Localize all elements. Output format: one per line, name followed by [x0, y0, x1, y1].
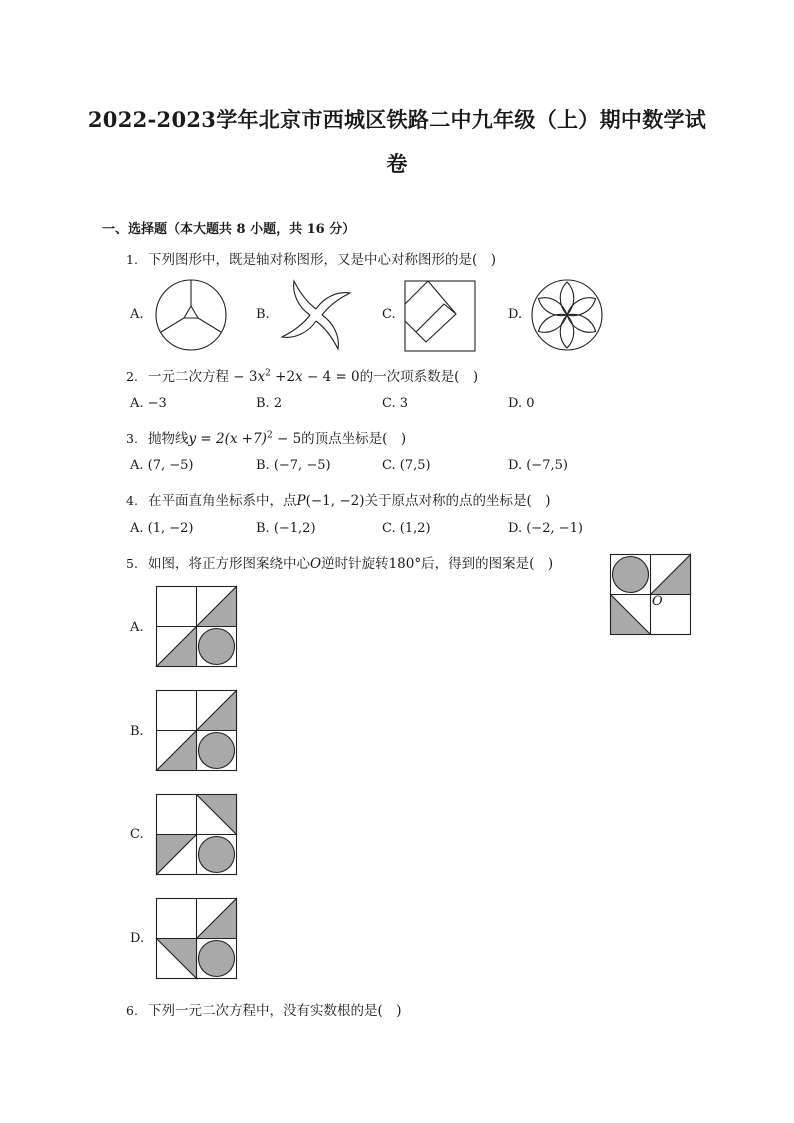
figure-circle-triangle — [154, 278, 228, 352]
question-number: 1. — [126, 252, 138, 267]
question-6 — [126, 999, 402, 1019]
option-c: C. 3 — [382, 396, 409, 411]
question-number: 3. — [126, 431, 138, 446]
option-d: D. (−7,5) — [508, 458, 568, 473]
figure-nested-squares — [404, 280, 476, 352]
question-text: 一元二次方程 − 3 — [148, 369, 258, 385]
question-number: 4. — [126, 493, 138, 508]
question-3 — [126, 427, 406, 447]
question-text: 逆时针旋转180°后，得到的图案是( ) — [321, 556, 554, 572]
question-number: 6. — [126, 1003, 138, 1018]
option-b: B. (−1,2) — [256, 521, 316, 536]
option-c: C. (1,2) — [382, 521, 431, 536]
option-label-c: C. — [382, 307, 396, 322]
figure-option-a — [156, 586, 238, 668]
option-a: A. (7, −5) — [130, 458, 194, 473]
section-header: 一、选择题（本大题共 8 小题，共 16 分） — [102, 222, 356, 237]
center-label: O — [652, 594, 663, 609]
figure-option-d — [156, 898, 238, 980]
math-point: O — [310, 556, 322, 572]
question-text: 抛物线 — [148, 431, 189, 447]
question-number: 2. — [126, 369, 138, 384]
question-text: 下列图形中，既是轴对称图形，又是中心对称图形的是( ) — [148, 252, 497, 268]
question-text: 下列一元二次方程中，没有实数根的是( ) — [148, 1003, 402, 1019]
option-d: D. (−2, −1) — [508, 521, 583, 536]
figure-option-b — [156, 690, 238, 772]
page-title-continued: 卷 — [386, 151, 408, 176]
question-number: 5. — [126, 556, 138, 571]
figure-reference-square — [610, 554, 692, 636]
option-label-d: D. — [508, 307, 523, 322]
question-4 — [126, 489, 551, 509]
option-c: C. (7,5) — [382, 458, 431, 473]
option-d: D. 0 — [508, 396, 535, 411]
math-variable: x — [257, 369, 266, 385]
math-exponent: 2 — [266, 430, 273, 441]
option-b: B. 2 — [256, 396, 283, 411]
option-label-c: C. — [130, 827, 144, 842]
math-variable: x — [295, 369, 303, 385]
math-expression: y = 2(x +7) — [188, 431, 267, 447]
question-text: − 5的顶点坐标是( ) — [272, 431, 407, 447]
question-text: (−1, −2)关于原点对称的点的坐标是( ) — [305, 493, 551, 509]
figure-option-c — [156, 794, 238, 876]
page-title: 2022-2023学年北京市西城区铁路二中九年级（上）期中数学试 — [87, 107, 707, 132]
option-label-a: A. — [130, 620, 144, 635]
question-text: 在平面直角坐标系中，点 — [148, 493, 297, 509]
math-point: P — [296, 493, 306, 509]
figure-flower-circle — [530, 278, 604, 352]
question-text: − 4 = 0的一次项系数是( ) — [302, 369, 479, 385]
question-text: 如图，将正方形图案绕中心 — [148, 556, 310, 572]
option-a: A. −3 — [130, 396, 167, 411]
question-2 — [126, 365, 478, 385]
option-label-b: B. — [130, 724, 144, 739]
option-b: B. (−7, −5) — [256, 458, 331, 473]
option-label-b: B. — [256, 307, 270, 322]
question-5 — [126, 552, 553, 572]
option-a: A. (1, −2) — [130, 521, 194, 536]
math-exponent: 2 — [265, 368, 271, 379]
option-label-d: D. — [130, 931, 145, 946]
question-1 — [126, 248, 496, 268]
question-text: +2 — [270, 369, 296, 385]
figure-pinwheel — [278, 276, 354, 354]
option-label-a: A. — [130, 307, 144, 322]
